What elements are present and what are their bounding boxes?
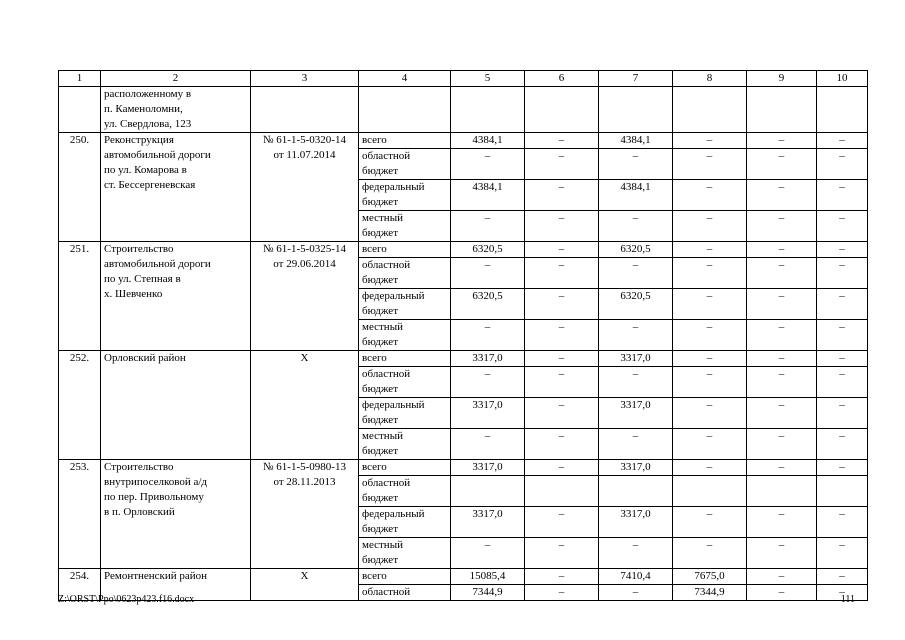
text-line: бюджет: [362, 523, 398, 535]
text-line: местный: [362, 539, 403, 551]
cell-value: [525, 87, 599, 133]
cell-value: –: [817, 320, 868, 351]
cell-value: –: [525, 398, 599, 429]
cell-value: –: [817, 569, 868, 585]
cell-value: –: [525, 258, 599, 289]
cell-value: –: [451, 538, 525, 569]
cell-value: –: [673, 289, 747, 320]
cell-num: 253.: [59, 460, 101, 569]
cell-value: –: [673, 133, 747, 149]
text-line: внутрипоселковой а/д: [104, 476, 208, 488]
cell-label: [359, 258, 451, 289]
budget-table: [58, 70, 868, 601]
cell-label: [359, 585, 451, 601]
text-line: № 61-1-5-0980-13: [263, 461, 346, 473]
cell-value: –: [525, 289, 599, 320]
cell-value: –: [817, 133, 868, 149]
cell-num: 250.: [59, 133, 101, 242]
text-line: Реконструкция: [104, 134, 174, 146]
cell-value: –: [525, 149, 599, 180]
name-line: расположенному в: [104, 88, 192, 100]
cell-value: –: [599, 149, 673, 180]
cell-value: 6320,5: [451, 242, 525, 258]
cell-value: –: [525, 585, 599, 601]
text-line: областной: [362, 150, 411, 162]
cell-ref: [251, 569, 359, 601]
col-header: 8: [673, 71, 747, 87]
table-row: [59, 351, 868, 367]
cell-value: 4384,1: [451, 180, 525, 211]
cell-value: –: [747, 367, 817, 398]
cell-num: 251.: [59, 242, 101, 351]
cell-label: [359, 180, 451, 211]
cell-label: [359, 507, 451, 538]
cell-value: –: [599, 258, 673, 289]
cell-label: [359, 398, 451, 429]
text-line: федеральный: [362, 290, 425, 302]
text-line: автомобильной дороги: [104, 149, 211, 161]
cell-label: [359, 289, 451, 320]
cell-value: –: [747, 242, 817, 258]
cell-value: –: [525, 367, 599, 398]
table-row: [59, 460, 868, 476]
cell-value: 3317,0: [599, 351, 673, 367]
text-line: всего: [362, 243, 387, 255]
col-header: 3: [251, 71, 359, 87]
cell-name: [101, 351, 251, 460]
text-line: Строительство: [104, 243, 174, 255]
text-line: бюджет: [362, 554, 398, 566]
text-line: местный: [362, 430, 403, 442]
text-line: от 28.11.2013: [273, 476, 336, 488]
cell-value: –: [673, 320, 747, 351]
cell-value: –: [673, 351, 747, 367]
col-header: 6: [525, 71, 599, 87]
cell-label: [359, 87, 451, 133]
cell-value: –: [817, 538, 868, 569]
cell-label: [359, 367, 451, 398]
cell-value: 7675,0: [673, 569, 747, 585]
text-line: областной: [362, 259, 411, 271]
cell-value: –: [817, 149, 868, 180]
text-line: по ул. Комарова в: [104, 164, 187, 176]
cell-value: –: [817, 585, 868, 601]
cell-value: –: [747, 211, 817, 242]
col-header: 2: [101, 71, 251, 87]
text-line: Орловский район: [104, 352, 186, 364]
text-line: по ул. Степная в: [104, 273, 181, 285]
text-line: ст. Бессергеневская: [104, 179, 196, 191]
cell-value: –: [747, 507, 817, 538]
text-line: Ремонтненский район: [104, 570, 208, 582]
cell-label: [359, 320, 451, 351]
cell-value: –: [817, 460, 868, 476]
cell-num: 254.: [59, 569, 101, 601]
cell-value: –: [673, 367, 747, 398]
cell-value: –: [673, 538, 747, 569]
cell-value: –: [747, 538, 817, 569]
text-line: местный: [362, 212, 403, 224]
cell-label: [359, 460, 451, 476]
cell-label: [359, 133, 451, 149]
text-line: всего: [362, 352, 387, 364]
cell-value: –: [599, 367, 673, 398]
table-row: [59, 242, 868, 258]
cell-value: –: [599, 429, 673, 460]
text-line: х. Шевченко: [104, 288, 163, 300]
cell-value: –: [817, 242, 868, 258]
cell-value: –: [747, 429, 817, 460]
text-line: № 61-1-5-0320-14: [263, 134, 346, 146]
text-line: бюджет: [362, 165, 398, 177]
cell-value: –: [599, 585, 673, 601]
cell-label: [359, 538, 451, 569]
cell-value: –: [747, 180, 817, 211]
text-line: бюджет: [362, 414, 398, 426]
cell-value: [451, 87, 525, 133]
text-line: Строительство: [104, 461, 174, 473]
cell-value: –: [673, 242, 747, 258]
cell-label: [359, 242, 451, 258]
cell-value: –: [817, 367, 868, 398]
cell-value: –: [599, 320, 673, 351]
table-row: [59, 133, 868, 149]
cell-value: [673, 476, 747, 507]
cell-value: [747, 476, 817, 507]
col-header: 4: [359, 71, 451, 87]
cell-value: –: [817, 180, 868, 211]
cell-value: –: [673, 398, 747, 429]
cell-value: –: [525, 180, 599, 211]
cell-value: –: [747, 133, 817, 149]
cell-value: [599, 87, 673, 133]
cell-name: [101, 87, 251, 133]
text-line: бюджет: [362, 336, 398, 348]
text-line: всего: [362, 134, 387, 146]
cell-value: –: [747, 149, 817, 180]
cell-name: [101, 133, 251, 242]
name-line: п. Каменоломни,: [104, 103, 183, 115]
text-line: бюджет: [362, 383, 398, 395]
cell-value: –: [673, 180, 747, 211]
text-line: бюджет: [362, 196, 398, 208]
col-header: 1: [59, 71, 101, 87]
text-line: от 11.07.2014: [273, 149, 336, 161]
cell-value: –: [747, 320, 817, 351]
text-line: по пер. Привольному: [104, 491, 204, 503]
cell-value: [747, 87, 817, 133]
cell-value: –: [525, 538, 599, 569]
col-header: 9: [747, 71, 817, 87]
text-line: № 61-1-5-0325-14: [263, 243, 346, 255]
text-line: федеральный: [362, 181, 425, 193]
cell-ref: [251, 242, 359, 351]
cell-value: –: [451, 258, 525, 289]
text-line: автомобильной дороги: [104, 258, 211, 270]
cell-value: –: [525, 242, 599, 258]
table-body: [59, 71, 868, 601]
cell-label: [359, 351, 451, 367]
footer-file-path: Z:\ORST\Ppo\0623p423.f16.docx: [58, 594, 195, 605]
cell-value: 7344,9: [451, 585, 525, 601]
cell-name: [101, 460, 251, 569]
text-line: областной: [362, 368, 411, 380]
cell-value: 3317,0: [451, 460, 525, 476]
text-line: бюджет: [362, 305, 398, 317]
cell-value: –: [673, 460, 747, 476]
cell-value: –: [747, 351, 817, 367]
cell-value: –: [525, 351, 599, 367]
cell-value: 7410,4: [599, 569, 673, 585]
cell-value: –: [673, 211, 747, 242]
cell-value: –: [599, 211, 673, 242]
cell-value: –: [451, 320, 525, 351]
cell-value: –: [747, 460, 817, 476]
text-line: бюджет: [362, 227, 398, 239]
col-header: 5: [451, 71, 525, 87]
cell-value: –: [673, 507, 747, 538]
cell-ref: [251, 351, 359, 460]
cell-label: [359, 429, 451, 460]
cell-value: [525, 476, 599, 507]
cell-num: 252.: [59, 351, 101, 460]
text-line: бюджет: [362, 492, 398, 504]
cell-value: –: [451, 429, 525, 460]
text-line: местный: [362, 321, 403, 333]
cell-value: [673, 87, 747, 133]
cell-label: [359, 569, 451, 585]
cell-value: –: [747, 289, 817, 320]
text-line: бюджет: [362, 274, 398, 286]
cell-value: –: [747, 398, 817, 429]
cell-value: 4384,1: [451, 133, 525, 149]
cell-value: –: [673, 429, 747, 460]
cell-value: 3317,0: [451, 398, 525, 429]
cell-value: 7344,9: [673, 585, 747, 601]
cell-value: 3317,0: [599, 398, 673, 429]
cell-value: [599, 476, 673, 507]
cell-value: –: [817, 429, 868, 460]
cell-value: 6320,5: [599, 289, 673, 320]
cell-value: 3317,0: [451, 507, 525, 538]
cell-value: –: [817, 258, 868, 289]
cell-value: –: [451, 211, 525, 242]
text-line: областной: [362, 586, 411, 598]
name-line: ул. Свердлова, 123: [104, 118, 192, 130]
cell-value: –: [451, 149, 525, 180]
cell-value: –: [747, 569, 817, 585]
cell-ref: [251, 87, 359, 133]
cell-value: –: [817, 211, 868, 242]
cell-value: 3317,0: [451, 351, 525, 367]
text-line: федеральный: [362, 508, 425, 520]
cell-value: 4384,1: [599, 133, 673, 149]
cell-name: [101, 242, 251, 351]
cell-value: –: [525, 460, 599, 476]
text-line: в п. Орловский: [104, 506, 175, 518]
cell-value: [817, 87, 868, 133]
cell-label: [359, 211, 451, 242]
text-line: бюджет: [362, 445, 398, 457]
cell-value: –: [525, 569, 599, 585]
cell-value: –: [673, 149, 747, 180]
table-row: [59, 569, 868, 585]
cell-value: 3317,0: [599, 507, 673, 538]
cell-value: 6320,5: [599, 242, 673, 258]
text-line: всего: [362, 461, 387, 473]
cell-value: 6320,5: [451, 289, 525, 320]
text-line: всего: [362, 570, 387, 582]
text-line: Х: [300, 570, 309, 582]
cell-value: –: [747, 258, 817, 289]
cell-value: –: [525, 133, 599, 149]
cell-label: [359, 149, 451, 180]
cell-value: –: [525, 211, 599, 242]
cell-ref: [251, 133, 359, 242]
cell-value: [451, 476, 525, 507]
cell-value: –: [747, 585, 817, 601]
cell-value: –: [599, 538, 673, 569]
cell-value: –: [817, 507, 868, 538]
cell-ref: [251, 460, 359, 569]
cell-value: –: [817, 398, 868, 429]
cell-value: –: [525, 429, 599, 460]
cell-value: 3317,0: [599, 460, 673, 476]
cell-value: –: [817, 351, 868, 367]
col-header: 10: [817, 71, 868, 87]
text-line: областной: [362, 477, 411, 489]
cell-value: –: [673, 258, 747, 289]
cell-value: –: [525, 320, 599, 351]
col-header: 7: [599, 71, 673, 87]
cell-num: [59, 87, 101, 133]
cell-value: 4384,1: [599, 180, 673, 211]
cell-value: –: [451, 367, 525, 398]
cell-value: [817, 476, 868, 507]
footer-page-number: 111: [840, 594, 855, 605]
cell-value: –: [525, 507, 599, 538]
text-line: от 29.06.2014: [273, 258, 336, 270]
continuation-row: [59, 87, 868, 133]
cell-value: 15085,4: [451, 569, 525, 585]
text-line: Х: [300, 352, 309, 364]
text-line: федеральный: [362, 399, 425, 411]
header-row: [59, 71, 868, 87]
cell-value: –: [817, 289, 868, 320]
cell-label: [359, 476, 451, 507]
